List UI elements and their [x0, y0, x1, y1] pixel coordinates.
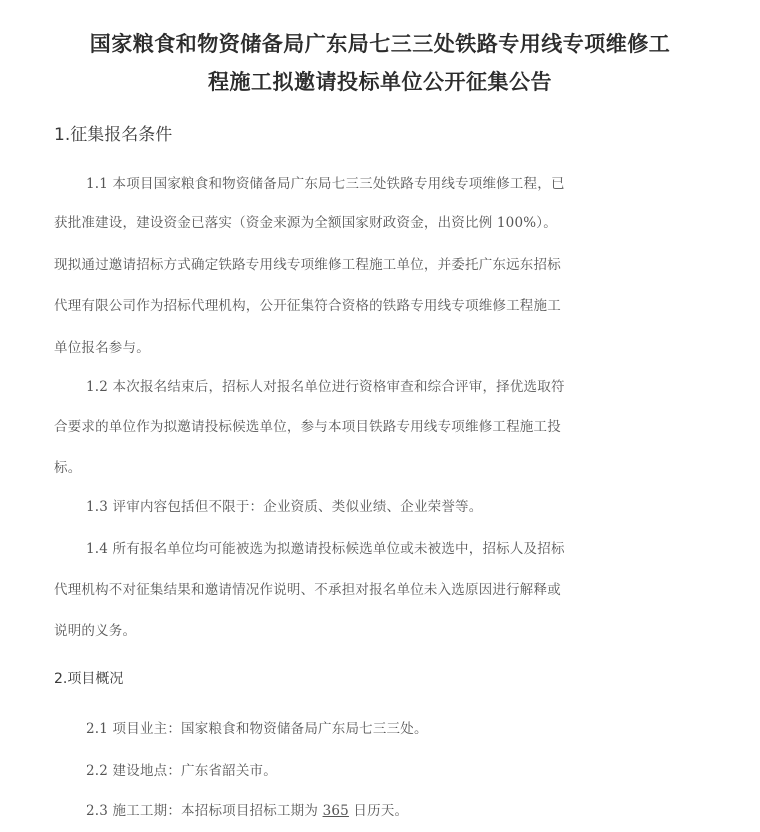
document-title-line-2: 程施工拟邀请投标单位公开征集公告: [208, 70, 552, 94]
paragraph-1-1-line-4: 代理有限公司作为招标代理机构，公开征集符合资格的铁路专用线专项维修工程施工: [54, 298, 561, 314]
paragraph-1-1-line-3: 现拟通过邀请招标方式确定铁路专用线专项维修工程施工单位，并委托广东远东招标: [54, 257, 561, 273]
paragraph-1-2-line-2: 合要求的单位作为拟邀请投标候选单位，参与本项目铁路专用线专项维修工程施工投: [54, 419, 561, 435]
paragraph-1-2-line-3: 标。: [54, 460, 82, 476]
item-2-1: 2.1 项目业主：国家粮食和物资储备局广东局七三三处。: [86, 721, 428, 737]
paragraph-1-4-line-3: 说明的义务。: [54, 623, 137, 639]
paragraph-1-3-line-1: 1.3 评审内容包括但不限于：企业资质、类似业绩、企业荣誉等。: [86, 499, 483, 515]
paragraph-1-2-line-1: 1.2 本次报名结束后，招标人对报名单位进行资格审查和综合评审，择优选取符: [86, 379, 565, 395]
document-title-line-1: 国家粮食和物资储备局广东局七三三处铁路专用线专项维修工: [89, 32, 671, 56]
section-heading-2: 2.项目概况: [54, 671, 124, 687]
item-2-3: [86, 799, 408, 819]
paragraph-1-1-line-1: 1.1 本项目国家粮食和物资储备局广东局七三三处铁路专用线专项维修工程，已: [86, 176, 565, 192]
item-2-2: 2.2 建设地点：广东省韶关市。: [86, 763, 277, 779]
construction-period-days: 365: [322, 803, 349, 819]
paragraph-1-1-line-2: 获批准建设，建设资金已落实（资金来源为全额国家财政资金，出资比例 100%）。: [54, 215, 557, 231]
paragraph-1-4-line-1: 1.4 所有报名单位均可能被选为拟邀请投标候选单位或未被选中，招标人及招标: [86, 541, 565, 557]
section-heading-1: 1.征集报名条件: [54, 125, 173, 145]
item-2-3-suffix: 日历天。: [348, 803, 409, 819]
paragraph-1-1-line-5: 单位报名参与。: [54, 340, 150, 356]
item-2-3-prefix: 2.3 施工工期：本招标项目招标工期为: [86, 803, 323, 819]
paragraph-1-4-line-2: 代理机构不对征集结果和邀请情况作说明、不承担对报名单位未入选原因进行解释或: [54, 582, 561, 598]
